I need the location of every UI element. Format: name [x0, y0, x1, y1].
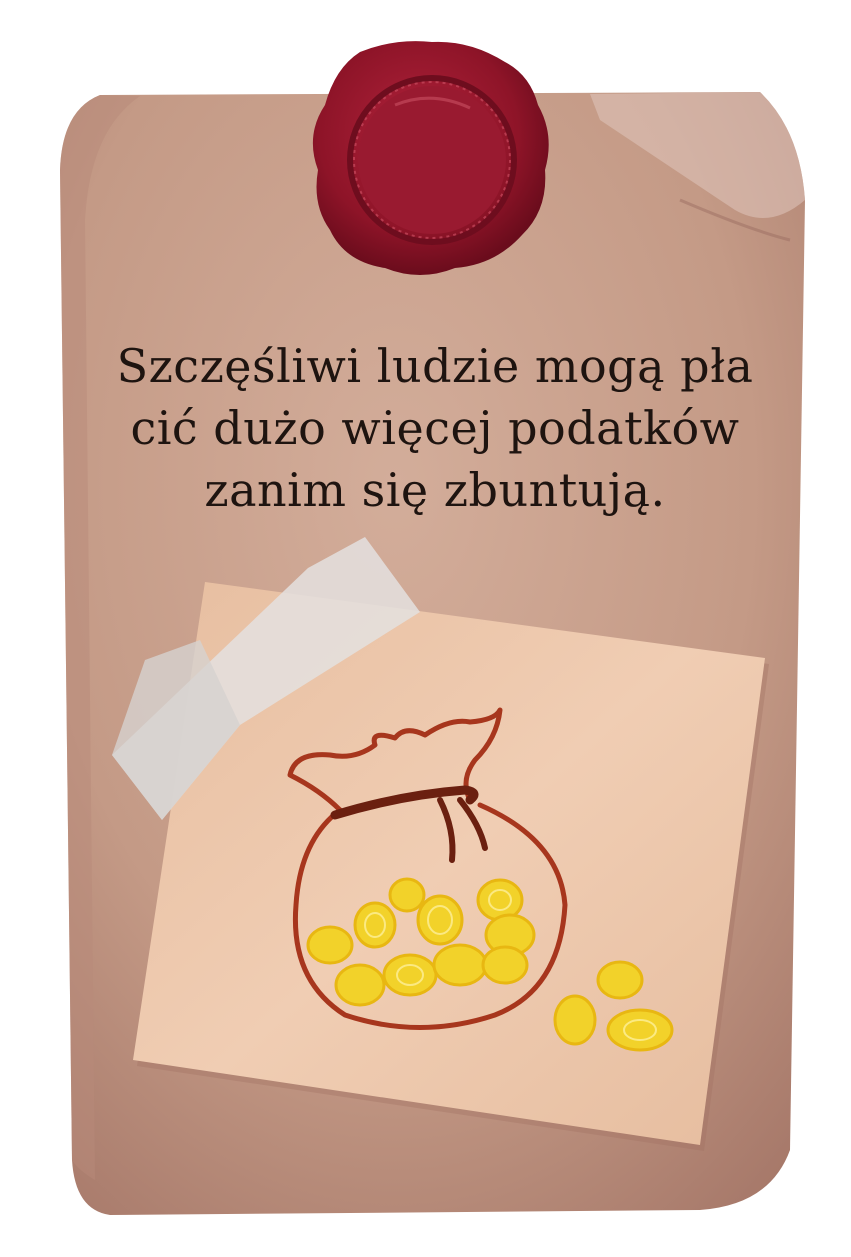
quote-line: cić dużo więcej podatków — [130, 401, 740, 455]
quote-line: zanim się zbuntują. — [204, 463, 666, 517]
quote-line: Szczęśliwi ludzie mogą pła — [116, 339, 754, 393]
quote-text — [95, 335, 775, 521]
wax-seal-icon — [313, 41, 549, 275]
